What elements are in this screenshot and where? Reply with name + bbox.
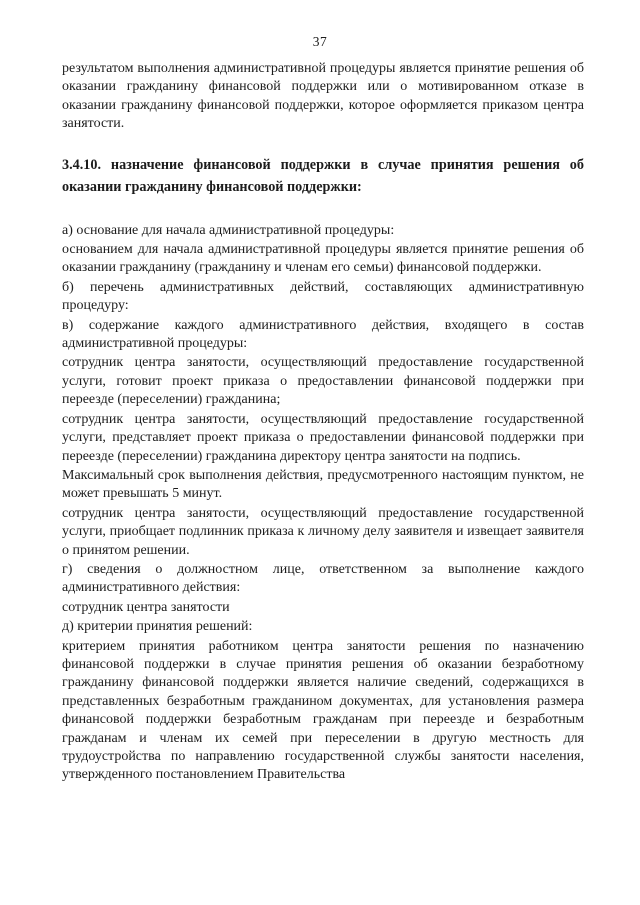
paragraph-max-duration: Максимальный срок выполнения действия, предусмотренного настоящим пунктом, не может превышать 5 минут. — [62, 467, 584, 502]
paragraph-criteria-heading: д) критерии принятия решений: — [62, 619, 253, 635]
paragraph-actions-list: б) перечень административных действий, составляющих административную процедуру: — [62, 279, 584, 314]
paragraph-actions-content: в) содержание каждого административного действия, входящего в состав административной процедуры: — [62, 317, 584, 352]
section-heading: 3.4.10. назначение финансовой поддержки в случае принятия решения об оказании гражданину финансовой поддержки: — [62, 156, 584, 195]
paragraph-attach-order: сотрудник центра занятости, осуществляющий предоставление государственной услуги, приобщает подлинник приказа к личному делу заявителя и извещает заявителя о принятом решении. — [62, 505, 584, 558]
paragraph-criteria-text: критерием принятия работником центра занятости решения по назначению финансовой поддержки в случае принятия решения об оказании безработному гражданину финансовой поддержки является наличие сведений, содержащихся в представленных безработным гражданином документах, для установления размера финансовой поддержки безработным гражданам при переезде и безработным гражданам и членам их семей при переселении в другую местность для трудоустройства по направлению государственной службы занятости населения, утвержденного постановлением Правительства — [62, 638, 584, 783]
paragraph-submit-order: сотрудник центра занятости, осуществляющий предоставление государственной услуги, представляет проект приказа о предоставлении финансовой поддержки при переезде (переселении) гражданина директору центра занятости на подпись. — [62, 411, 584, 464]
paragraph-prepare-order: сотрудник центра занятости, осуществляющий предоставление государственной услуги, готовит проект приказа о предоставлении финансовой поддержки при переезде (переселении) гражданина; — [62, 355, 584, 408]
paragraph-basis-text: основанием для начала административной процедуры является принятие решения об оказании гражданину (гражданину и членам его семьи) финансовой поддержки. — [62, 242, 584, 276]
paragraph-responsible-heading: г) сведения о должностном лице, ответственном за выполнение каждого административного действия: — [62, 561, 584, 596]
paragraph-basis-heading: а) основание для начала административной процедуры: — [62, 222, 395, 238]
paragraph-responsible-person: сотрудник центра занятости — [62, 599, 230, 615]
intro-paragraph: результатом выполнения административной процедуры является принятие решения об оказании гражданину финансовой поддержки или о мотивированном отказе в оказании гражданину финансовой поддержки, которое оформляется приказом центра занятости. — [62, 61, 584, 132]
page-number: 37 — [312, 34, 328, 49]
document-body — [62, 60, 584, 786]
